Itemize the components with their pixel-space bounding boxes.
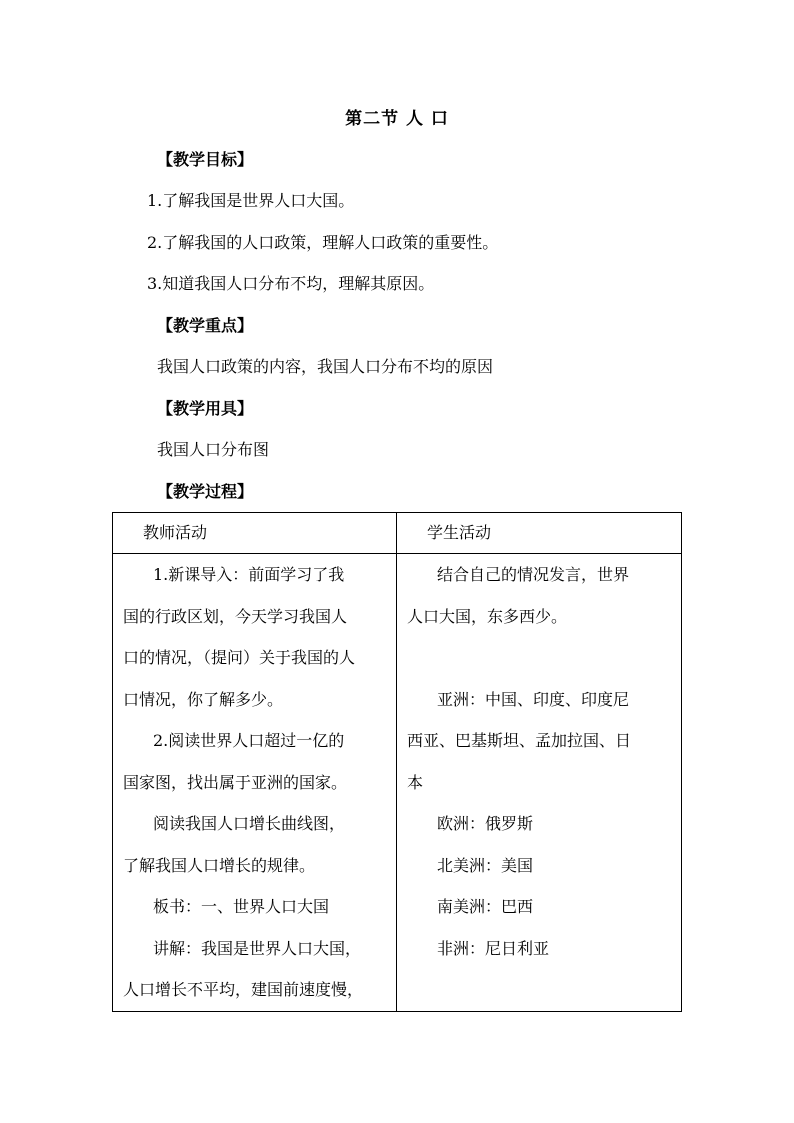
student-line: 结合自己的情况发言，世界 [437, 565, 630, 584]
teacher-line: 人口增长不平均，建国前速度慢， [123, 980, 364, 999]
student-line: 亚洲：中国、印度、印度尼 [437, 689, 630, 709]
student-line: 欧洲：俄罗斯 [437, 814, 534, 833]
student-line: 西亚、巴基斯坦、孟加拉国、日 [407, 731, 632, 750]
table-header-row [113, 513, 682, 554]
objectives-heading: 【教学目标】 [157, 150, 254, 169]
student-line: 非洲：尼日利亚 [437, 938, 550, 958]
student-activity-header: 学生活动 [397, 513, 682, 554]
teacher-line: 板书：一、世界人口大国 [153, 897, 330, 916]
teacher-activity-cell [113, 554, 397, 1012]
objective-item-1: 1.了解我国是世界人口大国。 [147, 191, 355, 210]
student-line: 本 [407, 772, 424, 792]
teacher-line: 1.新课导入：前面学习了我 [153, 565, 345, 584]
student-line: 北美洲：美国 [437, 855, 534, 875]
tools-text: 我国人口分布图 [157, 440, 270, 459]
process-heading: 【教学过程】 [157, 482, 254, 501]
student-line: 南美洲：巴西 [437, 897, 534, 916]
key-points-heading: 【教学重点】 [157, 316, 254, 335]
teacher-line: 口的情况，（提问）关于我国的人 [123, 648, 356, 667]
student-blank-line [407, 637, 675, 679]
student-activity-cell [397, 554, 682, 1012]
objective-item-2: 2.了解我国的人口政策，理解人口政策的重要性。 [147, 233, 499, 252]
teacher-activity-header: 教师活动 [113, 513, 397, 554]
teacher-line: 了解我国人口增长的规律。 [123, 855, 316, 875]
table-row [113, 554, 682, 1012]
tools-heading: 【教学用具】 [157, 399, 254, 418]
teacher-line: 讲解：我国是世界人口大国， [153, 938, 362, 958]
teacher-line: 阅读我国人口增长曲线图， [153, 814, 346, 833]
teacher-line: 国家图，找出属于亚洲的国家。 [123, 772, 348, 792]
key-points-text: 我国人口政策的内容，我国人口分布不均的原因 [157, 357, 494, 376]
teacher-line: 口情况，你了解多少。 [123, 689, 284, 709]
teacher-line: 2.阅读世界人口超过一亿的 [153, 731, 345, 750]
objective-item-3: 3.知道我国人口分布不均，理解其原因。 [147, 274, 435, 293]
teacher-line: 国的行政区划，今天学习我国人 [123, 606, 348, 626]
student-line: 人口大国，东多西少。 [407, 606, 568, 626]
page-title: 第二节 人 口 [345, 109, 449, 129]
process-table [112, 512, 682, 1012]
